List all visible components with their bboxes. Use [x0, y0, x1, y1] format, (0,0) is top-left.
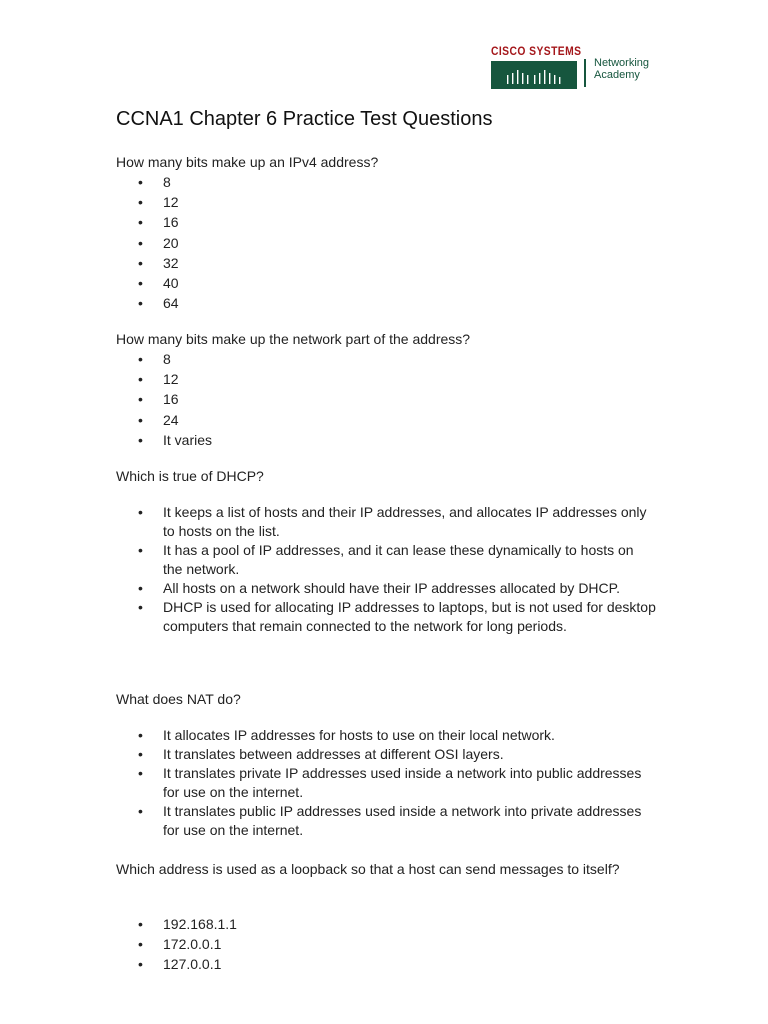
question-1-options	[116, 172, 656, 313]
option: • 16	[116, 212, 656, 232]
logo-line1: Networking	[594, 57, 650, 69]
question-2: How many bits make up the network part of the address?	[116, 331, 471, 347]
option: • 64	[116, 293, 656, 313]
option: • It allocates IP addresses for hosts to use on their local network.	[116, 726, 656, 745]
question-2-options	[116, 349, 656, 450]
logo-divider	[584, 59, 586, 87]
option: • 24	[116, 410, 656, 430]
question-3-options	[116, 503, 656, 636]
logo-line2: Academy	[594, 69, 640, 81]
cisco-logo	[491, 44, 661, 92]
option: • 20	[116, 233, 656, 253]
option: • 40	[116, 273, 656, 293]
question-4: What does NAT do?	[116, 691, 241, 707]
option: • 172.0.0.1	[116, 934, 656, 954]
option: • 12	[116, 192, 656, 212]
question-4-options	[116, 726, 656, 840]
option: • 127.0.0.1	[116, 954, 656, 974]
logo-brand: CISCO SYSTEMS	[491, 44, 582, 58]
page-title: CCNA1 Chapter 6 Practice Test Questions	[116, 108, 493, 130]
option: • It keeps a list of hosts and their IP addresses, and allocates IP addresses only to hosts on the list.	[116, 503, 656, 541]
option: • 192.168.1.1	[116, 914, 656, 934]
option: • It varies	[116, 430, 656, 450]
option: • 16	[116, 389, 656, 409]
option: • It translates between addresses at different OSI layers.	[116, 745, 656, 764]
option: • It translates private IP addresses used inside a network into public addresses for use on the internet.	[116, 764, 656, 802]
option: • It has a pool of IP addresses, and it can lease these dynamically to hosts on the network.	[116, 541, 656, 579]
question-5-options	[116, 914, 656, 975]
cisco-bars-icon	[491, 61, 577, 89]
option: • All hosts on a network should have their IP addresses allocated by DHCP.	[116, 579, 656, 598]
question-5: Which address is used as a loopback so that a host can send messages to itself?	[116, 861, 620, 877]
option: • 8	[116, 349, 656, 369]
option: • 12	[116, 369, 656, 389]
option: • 32	[116, 253, 656, 273]
logo-academy-text	[594, 57, 649, 81]
question-1: How many bits make up an IPv4 address?	[116, 154, 379, 170]
question-3: Which is true of DHCP?	[116, 468, 264, 484]
option: • It translates public IP addresses used inside a network into private addresses for use on the internet.	[116, 802, 656, 840]
option: • DHCP is used for allocating IP addresses to laptops, but is not used for desktop computers that remain connected to the network for long periods.	[116, 598, 656, 636]
option: • 8	[116, 172, 656, 192]
